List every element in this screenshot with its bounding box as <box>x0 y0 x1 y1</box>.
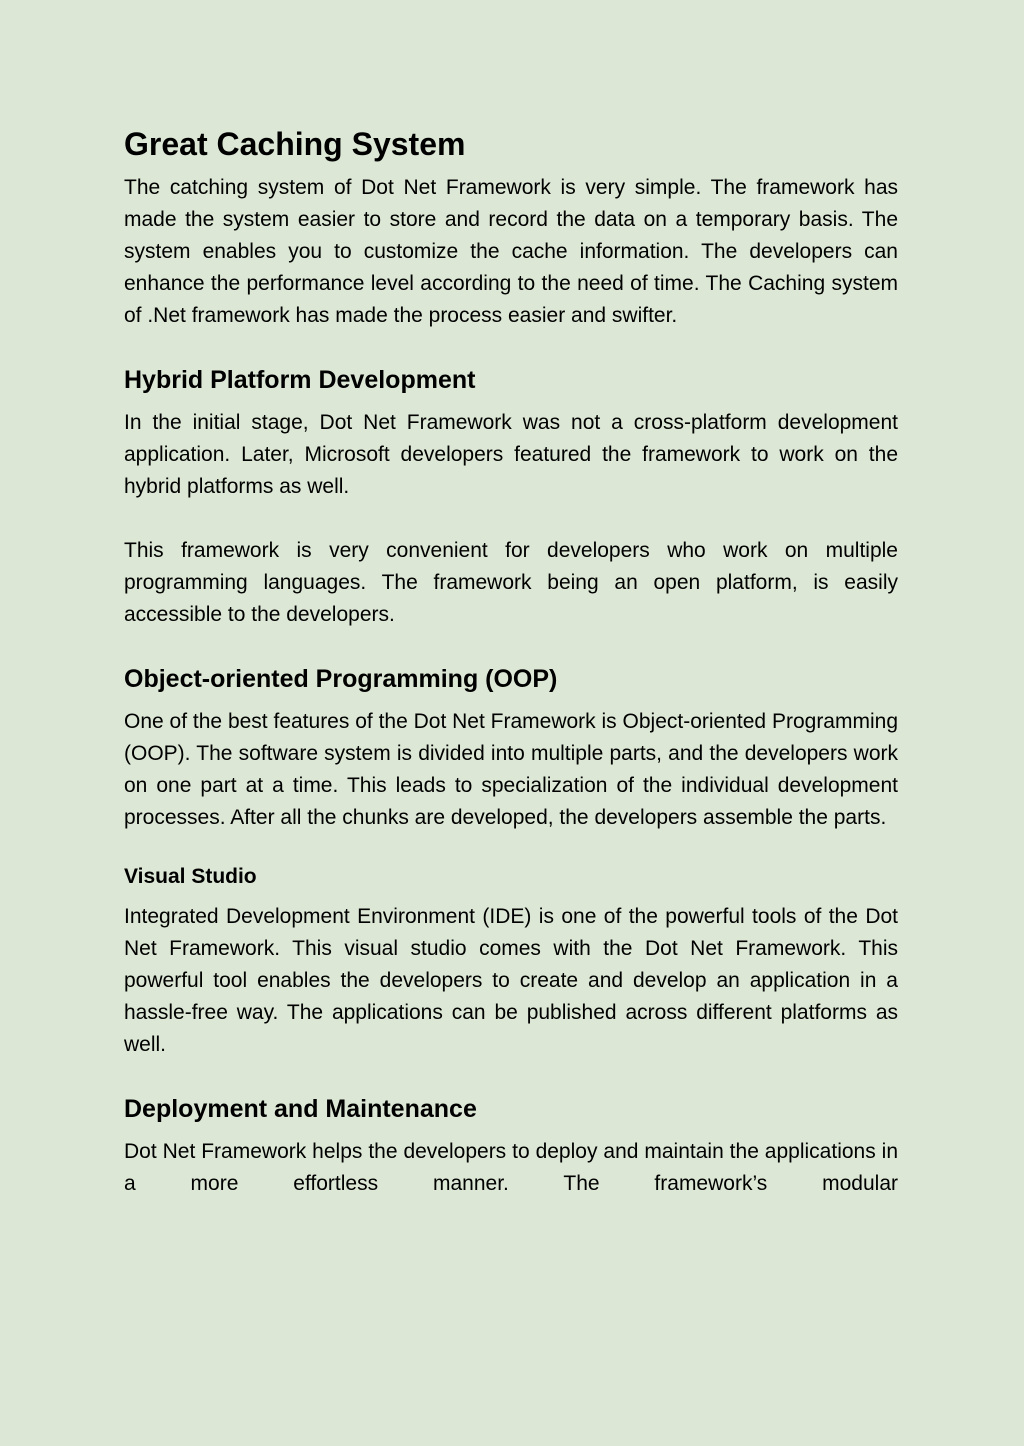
section-visual-studio <box>124 863 898 1061</box>
heading-great-caching-system: Great Caching System <box>124 126 466 162</box>
paragraph-caching: The catching system of Dot Net Framework is very simple. The framework has made the system easier to store and record the data on a temporary basis. The system enables you to customize the cache information. The developers can enhance the performance level according to the need of time. The Caching system of .Net framework has made the process easier and swifter. <box>124 176 898 327</box>
paragraph-hybrid-2: This framework is very convenient for developers who work on multiple programming languages. The framework being an open platform, is easily accessible to the developers. <box>124 539 898 626</box>
heading-hybrid-platform-development: Hybrid Platform Development <box>124 366 476 394</box>
section-caching <box>124 124 898 332</box>
heading-visual-studio: Visual Studio <box>124 865 257 888</box>
section-hybrid-platform <box>124 364 898 631</box>
paragraph-oop: One of the best features of the Dot Net Framework is Object-oriented Programming (OOP). The software system is divided into multiple parts, and the developers work on one part at a time. This leads to specialization of the individual development processes. After all the chunks are developed, the developers assemble the parts. <box>124 710 898 829</box>
paragraph-hybrid-1: In the initial stage, Dot Net Framework was not a cross-platform development application. Later, Microsoft developers featured the framework to work on the hybrid platforms as well. <box>124 411 898 498</box>
section-deployment <box>124 1093 898 1200</box>
paragraph-deployment: Dot Net Framework helps the developers to deploy and maintain the applications in a more effortless manner. The framework’s modular <box>124 1140 898 1195</box>
section-oop <box>124 663 898 834</box>
heading-deployment-and-maintenance: Deployment and Maintenance <box>124 1095 477 1123</box>
paragraph-visual-studio: Integrated Development Environment (IDE) is one of the powerful tools of the Dot Net Framework. This visual studio comes with the Dot Net Framework. This powerful tool enables the developers to create and develop an application in a hassle-free way. The applications can be published across different platforms as well. <box>124 905 898 1056</box>
heading-object-oriented-programming: Object-oriented Programming (OOP) <box>124 665 558 693</box>
